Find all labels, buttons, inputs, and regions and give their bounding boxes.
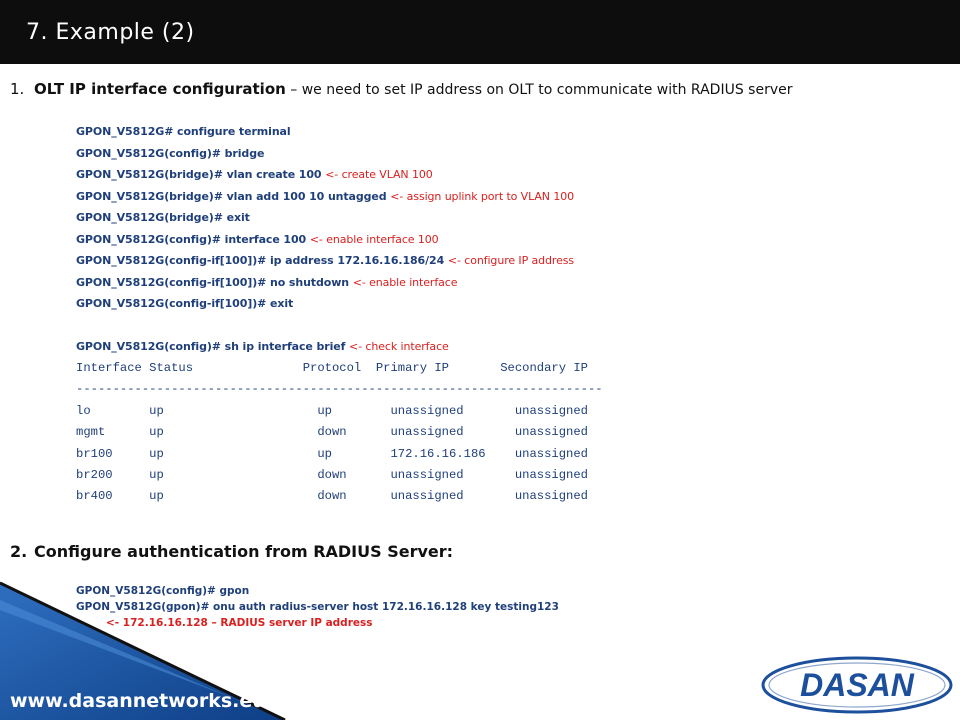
table-row: mgmt up down unassigned unassigned xyxy=(76,425,588,439)
website-link[interactable]: www.dasannetworks.eu xyxy=(10,690,266,712)
table-row: lo up up unassigned unassigned xyxy=(76,404,588,418)
command-line: GPON_V5812G(config-if[100])# no shutdown <- enable interface xyxy=(76,276,458,289)
radius-note: <- 172.16.16.128 – RADIUS server IP address xyxy=(106,617,373,629)
command-line: GPON_V5812G(config-if[100])# ip address 172.16.16.186/24 <- configure IP address xyxy=(76,254,575,267)
command-line: GPON_V5812G(config)# interface 100 <- enable interface 100 xyxy=(76,233,439,246)
table-row: br100 up up 172.16.16.186 unassigned xyxy=(76,447,588,461)
command-line: GPON_V5812G(config-if[100])# exit xyxy=(76,297,294,310)
command-line: GPON_V5812G# configure terminal xyxy=(76,125,291,138)
table-row: br200 up down unassigned unassigned xyxy=(76,468,588,482)
table-row: br400 up down unassigned unassigned xyxy=(76,489,588,503)
section-1-heading xyxy=(10,80,792,98)
section-2-bold: Configure authentication from RADIUS Server: xyxy=(34,542,454,561)
command-line: GPON_V5812G(config)# gpon xyxy=(76,585,250,597)
section-2-heading xyxy=(10,542,453,561)
command-line: GPON_V5812G(config)# bridge xyxy=(76,147,265,160)
slide-title: 7. Example (2) xyxy=(26,20,195,45)
table-divider: ------------------------------------------------------------------------ xyxy=(76,382,603,396)
logo-text: DASAN xyxy=(800,667,914,703)
command-line: GPON_V5812G(bridge)# vlan add 100 10 untagged <- assign uplink port to VLAN 100 xyxy=(76,190,575,203)
command-line: GPON_V5812G(bridge)# exit xyxy=(76,211,250,224)
section-1-bold: OLT IP interface configuration xyxy=(34,80,286,98)
command-line: GPON_V5812G(gpon)# onu auth radius-server host 172.16.16.128 key testing123 xyxy=(76,601,559,613)
section-1-rest: – we need to set IP address on OLT to communicate with RADIUS server xyxy=(285,82,793,98)
section-2-number: 2. xyxy=(10,542,28,561)
table-header: Interface Status Protocol Primary IP Secondary IP xyxy=(76,361,588,375)
section-1-number: 1. xyxy=(10,80,25,98)
dasan-logo xyxy=(760,655,955,715)
command-line: GPON_V5812G(bridge)# vlan create 100 <- create VLAN 100 xyxy=(76,168,433,181)
command-line: GPON_V5812G(config)# sh ip interface brief <- check interface xyxy=(76,340,449,353)
